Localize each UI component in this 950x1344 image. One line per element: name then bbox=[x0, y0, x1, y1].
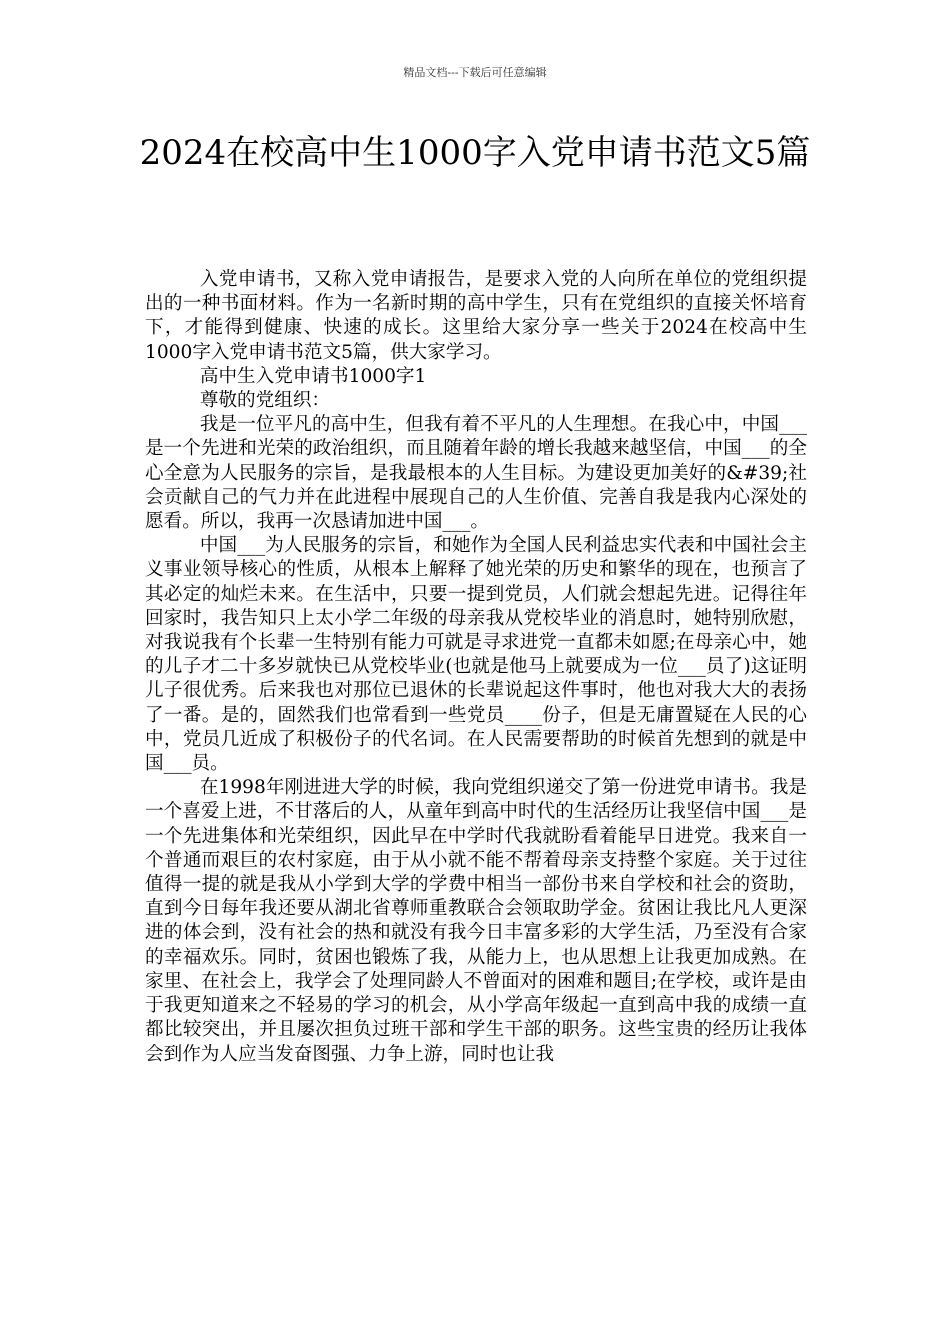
document-title: 2024在校高中生1000字入党申请书范文5篇 bbox=[139, 133, 811, 173]
document-body bbox=[145, 268, 807, 1067]
salutation: 尊敬的党组织： bbox=[199, 390, 331, 412]
body-paragraph: 我是一位平凡的高中生，但我有着不平凡的人生理想。在我心中，中国___是一个先进和光荣的政治组织，而且随着年龄的增长我越来越坚信，中国___的全心全意为人民服务的宗旨，是我最根本的人生目标。为建设更加美好的&#39;社会贡献自己的气力并在此进程中展现自己的人生价值、完善自我是我内心深处的愿看。所以，我再一次恳请加进中国___。 bbox=[145, 414, 807, 533]
section-heading: 高中生入党申请书1000字1 bbox=[199, 365, 427, 387]
body-paragraph: 中国___为人民服务的宗旨，和她作为全国人民利益忠实代表和中国社会主义事业领导核心的性质，从根本上解释了她光荣的历史和繁华的现在，也预言了其必定的灿烂未来。在生活中，只要一提到党员，人们就会想起先进。记得往年回家时，我告知只上太小学二年级的母亲我从党校毕业的消息时，她特别欣慰，对我说我有个长辈一生特别有能力可就是寻求进党一直都未如愿;在母亲心中，她的儿子才二十多岁就快已从党校毕业(也就是他马上就要成为一位___员了)这证明儿子很优秀。后来我也对那位已退休的长辈说起这件事时，他也对我大大的表扬了一番。是的，固然我们也常看到一些党员____份子，但是无庸置疑在人民的心中，党员几近成了积极份子的代名词。在人民需要帮助的时候首先想到的就是中国___员。 bbox=[145, 535, 807, 775]
page-header: 精品文档---下载后可任意编辑 bbox=[403, 66, 547, 79]
body-paragraph: 在1998年刚进进大学的时候，我向党组织递交了第一份进党申请书。我是一个喜爱上进，不甘落后的人，从童年到高中时代的生活经历让我坚信中国___是一个先进集体和光荣组织，因此早在中学时代我就盼看着能早日进党。我来自一个普通而艰巨的农村家庭，由于从小就不能不帮着母亲支持整个家庭。关于过往值得一提的就是我从小学到大学的学费中相当一部份书来自学校和社会的资助，直到今日每年我还要从湖北省尊师重教联合会领取助学金。贫困让我比凡人更深进的体会到，没有社会的热和就没有我今日丰富多彩的大学生活，乃至没有合家的幸福欢乐。同时，贫困也锻炼了我，从能力上，也从思想上让我更加成熟。在家里、在社会上，我学会了处理同龄人不曾面对的困难和题目;在学校，或许是由于我更知道来之不轻易的学习的机会，从小学高年级起一直到高中我的成绩一直都比较突出，并且屡次担负过班干部和学生干部的职务。这些宝贵的经历让我体会到作为人应当发奋图强、力争上游，同时也让我 bbox=[145, 777, 807, 1065]
intro-paragraph: 入党申请书，又称入党申请报告，是要求入党的人向所在单位的党组织提出的一种书面材料。作为一名新时期的高中学生，只有在党组织的直接关怀培育下，才能得到健康、快速的成长。这里给大家分享一些关于2024在校高中生1000字入党申请书范文5篇，供大家学习。 bbox=[145, 269, 807, 363]
